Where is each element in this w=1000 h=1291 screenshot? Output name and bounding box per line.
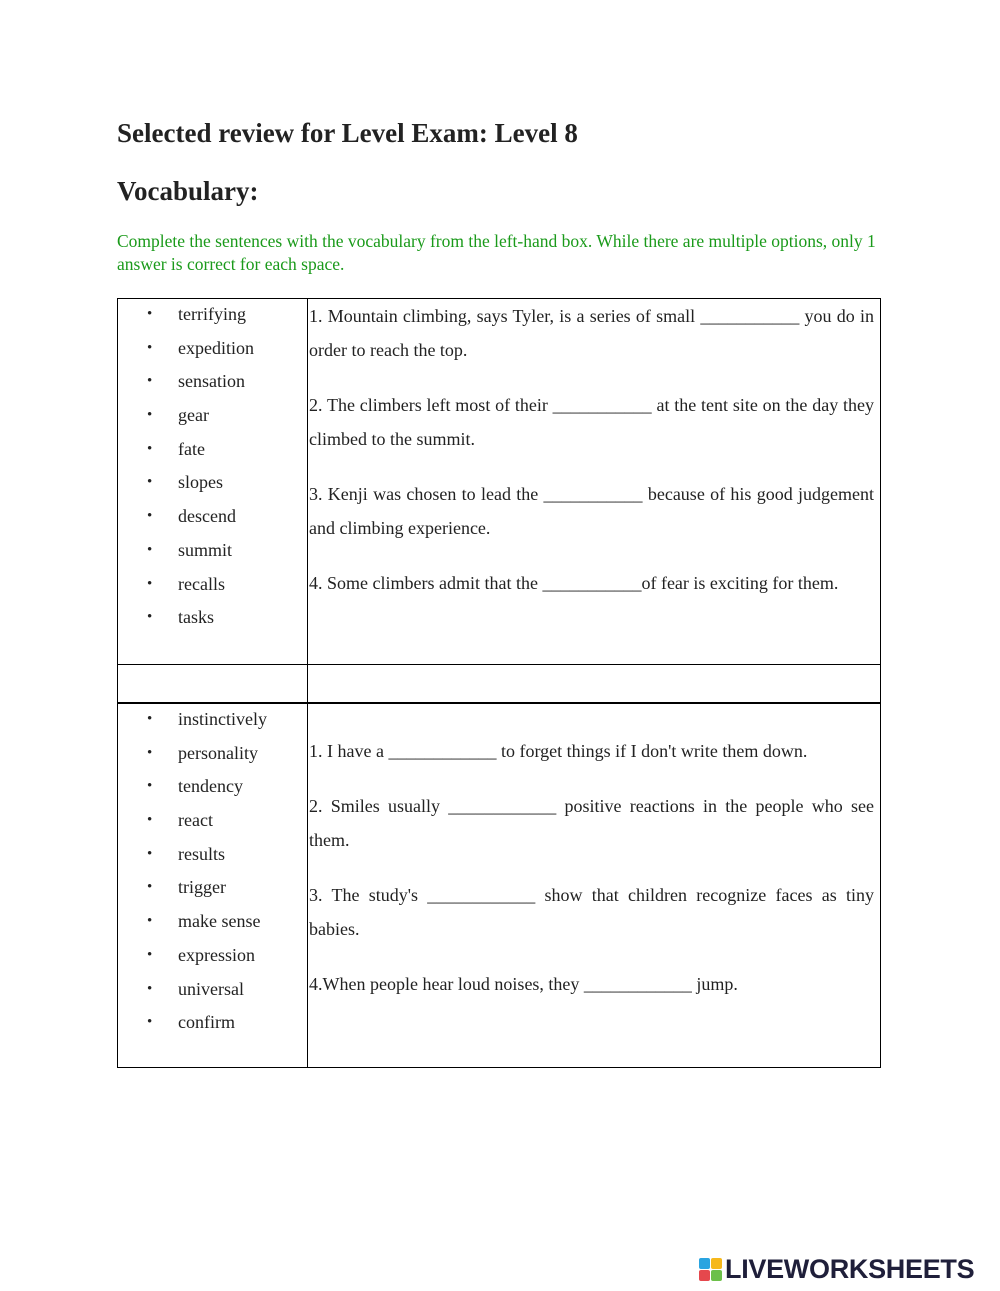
list-item: • sensation xyxy=(118,370,307,404)
list-item: • gear xyxy=(118,404,307,438)
logo-tile xyxy=(711,1270,722,1281)
word-box-2 xyxy=(118,703,308,1068)
question-4: 4.When people hear loud noises, they ____________ jump. xyxy=(309,974,738,994)
list-item: • personality xyxy=(118,742,307,776)
question-2: 2. Smiles usually ____________ positive reactions in the people who see them. xyxy=(309,796,874,850)
list-item: • descend xyxy=(118,505,307,539)
word-box-1 xyxy=(118,299,308,665)
empty-cell xyxy=(308,665,881,704)
question-1: 1. I have a ____________ to forget things if I don't write them down. xyxy=(309,741,808,761)
list-item: • make sense xyxy=(118,910,307,944)
logo-tile xyxy=(699,1258,710,1269)
question-3: 3. Kenji was chosen to lead the ___________ because of his good judgement and climbing experience. xyxy=(309,484,874,538)
list-item: • universal xyxy=(118,978,307,1012)
section-heading: Vocabulary: xyxy=(117,176,259,206)
questions-box-2 xyxy=(308,703,881,1068)
table-row xyxy=(118,299,881,665)
logo-tile xyxy=(699,1270,710,1281)
list-item: • fate xyxy=(118,438,307,472)
list-item: • tasks xyxy=(118,606,307,640)
logo-tile xyxy=(711,1258,722,1269)
list-item: • confirm xyxy=(118,1011,307,1045)
page-title: Selected review for Level Exam: Level 8 xyxy=(117,118,578,148)
question-2: 2. The climbers left most of their ___________ at the tent site on the day they climbed to the summit. xyxy=(309,395,874,449)
empty-cell xyxy=(118,665,308,704)
list-item: • terrifying xyxy=(118,303,307,337)
liveworksheets-logo xyxy=(699,1253,974,1285)
word-list-1 xyxy=(118,299,307,640)
question-4: 4. Some climbers admit that the ___________of fear is exciting for them. xyxy=(309,573,839,593)
question-1: 1. Mountain climbing, says Tyler, is a series of small ___________ you do in order to reach the top. xyxy=(309,306,874,360)
list-item: • summit xyxy=(118,539,307,573)
questions-box-1 xyxy=(308,299,881,665)
list-item: • react xyxy=(118,809,307,843)
question-3: 3. The study's ____________ show that children recognize faces as tiny babies. xyxy=(309,885,874,939)
logo-text: LIVEWORKSHEETS xyxy=(725,1253,975,1284)
list-item: • results xyxy=(118,843,307,877)
list-item: • recalls xyxy=(118,573,307,607)
list-item: • slopes xyxy=(118,471,307,505)
table-row-spacer xyxy=(118,665,881,704)
list-item: • trigger xyxy=(118,876,307,910)
table-row xyxy=(118,703,881,1068)
liveworksheets-logo-icon xyxy=(699,1258,722,1281)
word-list-2 xyxy=(118,704,307,1045)
list-item: • expression xyxy=(118,944,307,978)
instructions-text: Complete the sentences with the vocabulary from the left-hand box. While there are multiple options, only 1 answer is correct for each space. xyxy=(117,231,876,274)
vocabulary-table xyxy=(117,298,881,1068)
list-item: • expedition xyxy=(118,337,307,371)
list-item: • instinctively xyxy=(118,708,307,742)
list-item: • tendency xyxy=(118,775,307,809)
